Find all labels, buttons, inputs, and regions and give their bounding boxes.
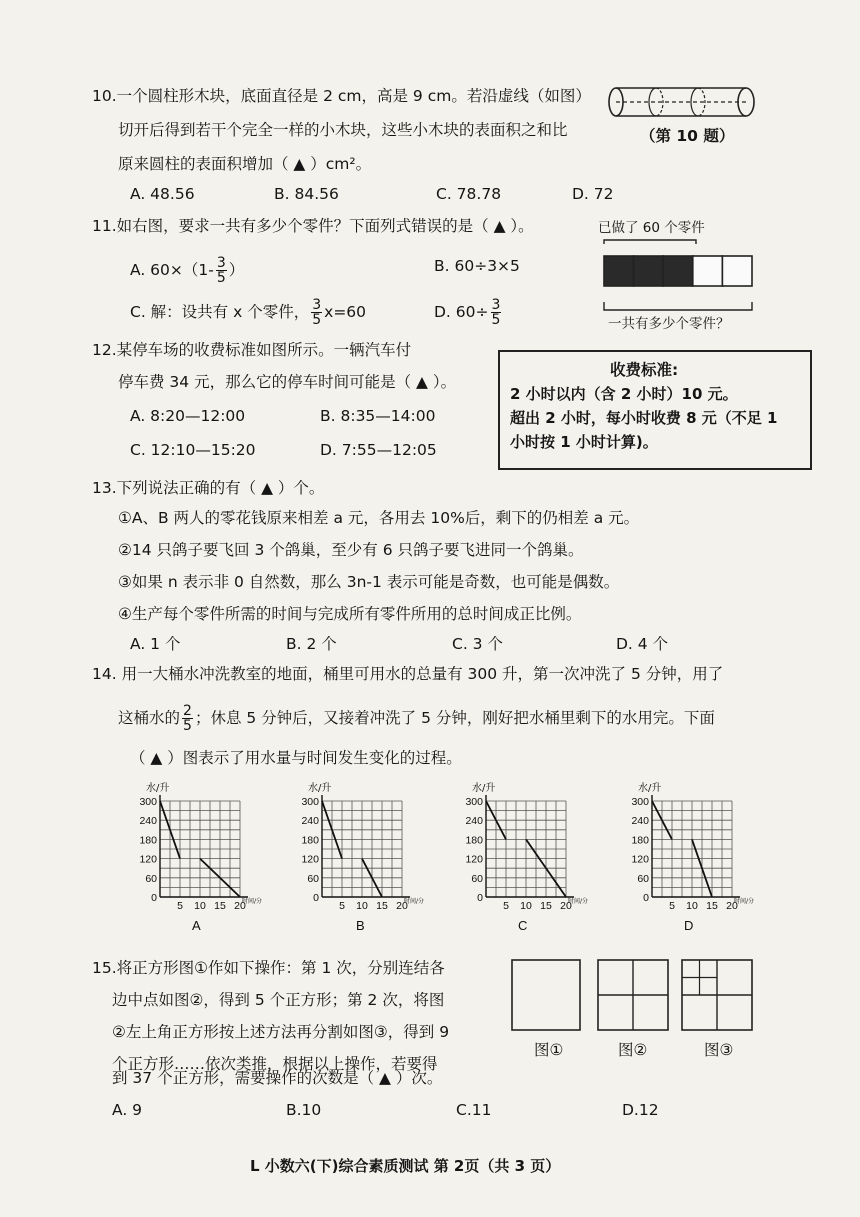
chart-C <box>465 781 588 933</box>
x-tick-label: 15 <box>376 900 388 912</box>
q12-line2: 停车费 34 元，那么它的停车时间可能是（ ▲ ）。 <box>118 373 457 391</box>
x-tick-label: 5 <box>669 900 675 912</box>
x-tick-label: 15 <box>540 900 552 912</box>
q13-option-c: C. 3 个 <box>452 635 503 653</box>
x-axis-label: 时间/分 <box>404 898 425 905</box>
fee-box-line2: 超出 2 小时，每小时收费 8 元（不足 1 <box>510 409 778 427</box>
fraction-numerator: 2 <box>183 703 192 719</box>
fee-box-title: 收费标准: <box>610 361 679 379</box>
q14-line3: （ ▲ ）图表示了用水量与时间发生变化的过程。 <box>130 749 462 767</box>
q11-fig-bottom-label: 一共有多少个零件？ <box>608 316 730 332</box>
q11-option-c-text: C. 解：设共有 x 个零件， <box>130 303 310 321</box>
y-axis-label: 水/升 <box>146 783 170 794</box>
chart-option-label: D <box>684 918 694 933</box>
q13-option-d: D. 4 个 <box>616 635 669 653</box>
q11-fig-top-label: 已做了 60 个零件 <box>598 220 705 236</box>
q13-statement-3: ③如果 n 表示非 0 自然数，那么 3n-1 表示可能是奇数，也可能是偶数。 <box>118 573 620 591</box>
q14-line2-text: 这桶水的 <box>118 709 181 727</box>
q10-fig-caption: （第 10 题） <box>640 127 735 145</box>
chart-D <box>631 781 754 933</box>
x-tick-label: 20 <box>560 900 572 912</box>
y-tick-label: 120 <box>139 853 157 866</box>
q12-option-b: B. 8:35—14:00 <box>320 407 436 425</box>
y-tick-label: 300 <box>465 796 483 808</box>
y-tick-label: 180 <box>465 834 483 847</box>
x-tick-label: 20 <box>234 900 246 912</box>
y-tick-label: 240 <box>631 815 649 828</box>
q12-option-d: D. 7:55—12:05 <box>320 441 437 459</box>
q13-stem: 13.下列说法正确的有（ ▲ ）个。 <box>92 479 325 497</box>
fee-box-line3: 小时按 1 小时计算)。 <box>510 433 658 451</box>
x-axis-label: 时间/分 <box>242 898 263 905</box>
x-tick-label: 5 <box>503 900 509 912</box>
y-tick-label: 300 <box>139 796 157 808</box>
q15-line5: 到 37 个正方形，需要操作的次数是（ ▲ ）次。 <box>112 1069 443 1087</box>
y-tick-label: 240 <box>465 815 483 828</box>
y-tick-label: 60 <box>471 872 483 885</box>
page-footer: L 小数六(下)综合素质测试 第 2页（共 3 页） <box>250 1157 561 1175</box>
q14-line1: 14. 用一大桶水冲洗教室的地面，桶里可用水的总量有 300 升，第一次冲洗了 5 分钟，用了 <box>92 665 724 683</box>
y-tick-label: 240 <box>301 815 319 828</box>
figure-2-label: 图② <box>618 1041 648 1059</box>
q11-option-c-tail: x=60 <box>324 303 367 321</box>
fraction-numerator: 3 <box>491 297 501 313</box>
q15-line3: ②左上角正方形按上述方法再分割如图③，得到 9 <box>112 1023 450 1041</box>
q14-line2-tail: ；休息 5 分钟后，又接着冲洗了 5 分钟，刚好把水桶里剩下的水用完。下面 <box>194 709 715 727</box>
y-tick-label: 60 <box>145 872 157 885</box>
q11-option-a-text: A. 60×（1- <box>130 261 214 279</box>
x-tick-label: 5 <box>177 900 183 912</box>
chart-A <box>139 781 262 933</box>
y-tick-label: 0 <box>643 892 649 904</box>
q13-statement-1: ①A、B 两人的零花钱原来相差 a 元，各用去 10%后，剩下的仍相差 a 元。 <box>118 509 640 527</box>
y-axis-label: 水/升 <box>308 783 332 794</box>
q10-line3: 原来圆柱的表面积增加（ ▲ ）cm²。 <box>118 155 372 173</box>
q10-line1: 10.一个圆柱形木块，底面直径是 2 cm，高是 9 cm。若沿虚线（如图） <box>92 87 591 105</box>
q13-option-a: A. 1 个 <box>130 635 181 653</box>
x-axis-label: 时间/分 <box>734 898 755 905</box>
q11-option-d-text: D. 60÷ <box>434 303 489 321</box>
fraction-numerator: 3 <box>216 255 226 271</box>
y-tick-label: 300 <box>301 796 319 808</box>
q10-option-d: D. 72 <box>572 185 614 203</box>
y-tick-label: 0 <box>477 892 483 904</box>
q15-line1: 15.将正方形图①作如下操作：第 1 次，分别连结各 <box>92 959 445 977</box>
q11-option-a-close: ） <box>228 261 245 279</box>
fraction-denominator: 5 <box>491 312 501 328</box>
q11-stem: 11.如右图，要求一共有多少个零件？下面列式错误的是（ ▲ ）。 <box>92 217 534 235</box>
y-tick-label: 180 <box>631 834 649 847</box>
q11-option-b: B. 60÷3×5 <box>434 257 520 275</box>
y-tick-label: 300 <box>631 796 649 808</box>
chart-B <box>301 781 424 933</box>
fraction-numerator: 3 <box>312 297 322 313</box>
q15-option-a: A. 9 <box>112 1101 143 1119</box>
figure-3-label: 图③ <box>704 1041 734 1059</box>
fraction-denominator: 5 <box>216 270 226 286</box>
x-tick-label: 5 <box>339 900 345 912</box>
x-tick-label: 10 <box>194 900 206 912</box>
chart-option-label: A <box>192 918 201 933</box>
x-tick-label: 10 <box>356 900 368 912</box>
fee-box-line1: 2 小时以内（含 2 小时）10 元。 <box>510 385 738 403</box>
q15-option-c: C.11 <box>456 1101 492 1119</box>
square-figures <box>508 958 758 1038</box>
chart-option-label: B <box>356 918 365 933</box>
y-tick-label: 180 <box>139 834 157 847</box>
figure-1-label: 图① <box>534 1041 564 1059</box>
x-tick-label: 20 <box>726 900 738 912</box>
chart-option-label: C <box>518 918 528 933</box>
x-tick-label: 15 <box>214 900 226 912</box>
y-tick-label: 240 <box>139 815 157 828</box>
q10-option-c: C. 78.78 <box>436 185 502 203</box>
q15-option-d: D.12 <box>622 1101 659 1119</box>
q15-line4: 个正方形……依次类推，根据以上操作，若要得 <box>112 1055 438 1073</box>
y-axis-label: 水/升 <box>638 783 662 794</box>
y-tick-label: 0 <box>151 892 157 904</box>
y-tick-label: 120 <box>465 853 483 866</box>
q13-option-b: B. 2 个 <box>286 635 337 653</box>
q15-line2: 边中点如图②，得到 5 个正方形；第 2 次，将图 <box>112 991 445 1009</box>
x-axis-label: 时间/分 <box>568 898 589 905</box>
x-tick-label: 10 <box>520 900 532 912</box>
y-tick-label: 120 <box>631 853 649 866</box>
fraction-denominator: 5 <box>312 312 322 328</box>
q13-statement-2: ②14 只鸽子要飞回 3 个鸽巢，至少有 6 只鸽子要飞进同一个鸽巢。 <box>118 541 584 559</box>
q12-option-c: C. 12:10—15:20 <box>130 441 256 459</box>
y-axis-label: 水/升 <box>472 783 496 794</box>
y-tick-label: 180 <box>301 834 319 847</box>
x-tick-label: 15 <box>706 900 718 912</box>
figure-1-square <box>512 960 580 1030</box>
x-tick-label: 20 <box>396 900 408 912</box>
x-tick-label: 10 <box>686 900 698 912</box>
q10-option-a: A. 48.56 <box>130 185 195 203</box>
q12-line1: 12.某停车场的收费标准如图所示。一辆汽车付 <box>92 341 412 359</box>
y-tick-label: 60 <box>307 872 319 885</box>
y-tick-label: 120 <box>301 853 319 866</box>
y-tick-label: 0 <box>313 892 319 904</box>
q10-option-b: B. 84.56 <box>274 185 339 203</box>
q12-option-a: A. 8:20—12:00 <box>130 407 246 425</box>
fraction-denominator: 5 <box>183 718 192 734</box>
q13-statement-4: ④生产每个零件所需的时间与完成所有零件所用的总时间成正比例。 <box>118 605 582 623</box>
q15-option-b: B.10 <box>286 1101 322 1119</box>
y-tick-label: 60 <box>637 872 649 885</box>
q10-line2: 切开后得到若干个完全一样的小木块，这些小木块的表面积之和比 <box>118 121 568 139</box>
